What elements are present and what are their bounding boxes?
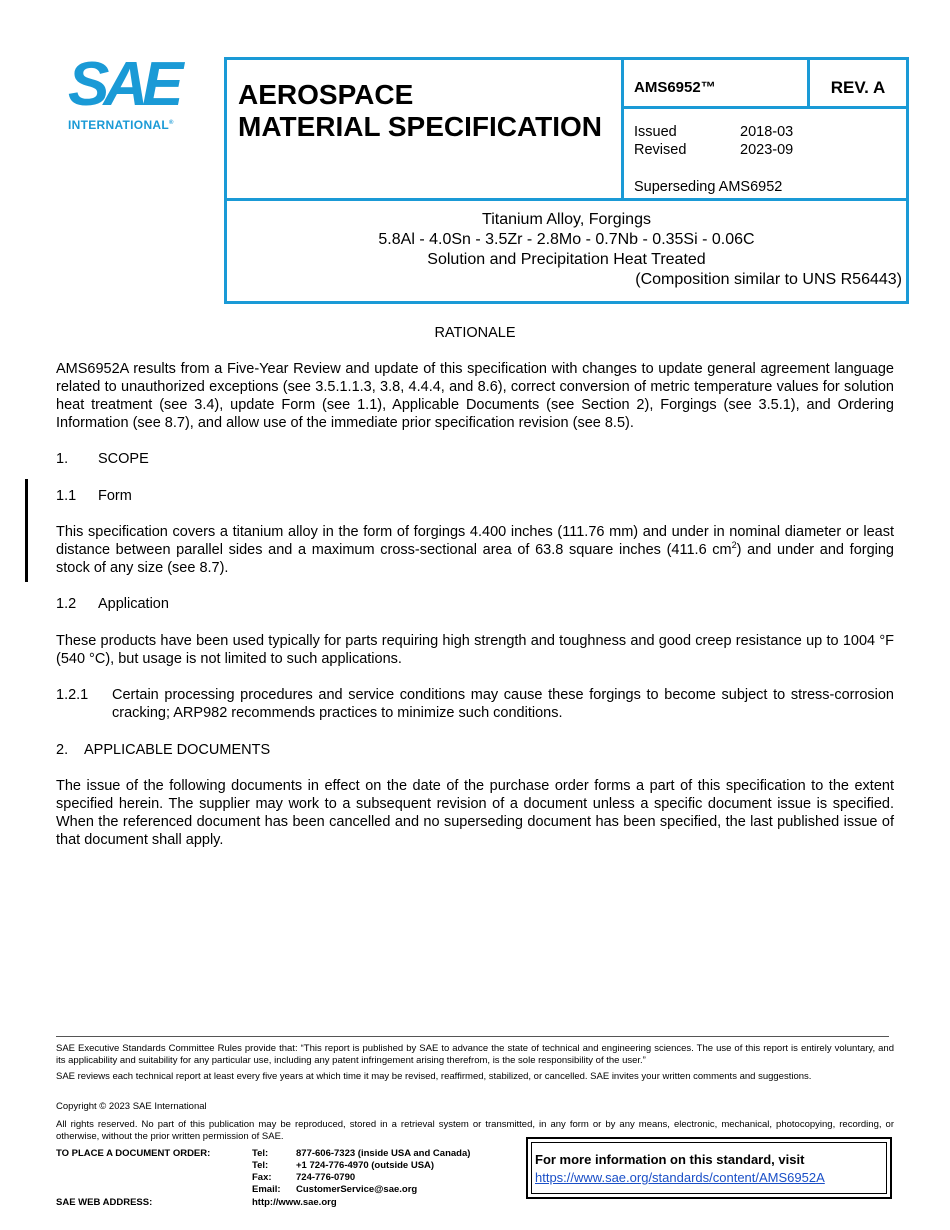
standard-link[interactable]: https://www.sae.org/standards/content/AMS6952A (535, 1170, 825, 1185)
subtitle-line-2: 5.8Al - 4.0Sn - 3.5Zr - 2.8Mo - 0.7Nb - 0.35Si - 0.06C (378, 231, 755, 248)
more-info-box (526, 1137, 892, 1199)
tel-outside-usa[interactable]: +1 724-776-4970 (outside USA) (296, 1160, 435, 1171)
footer-rules-text: SAE Executive Standards Committee Rules provide that: “This report is published by SAE to advance the state of technical and engineering sciences. The use of this report is entirely voluntary, and its applicability and suitability for any particular use, including any patent infringement arising therefrom, is the sole responsibility of the user.” (56, 1043, 894, 1066)
web-label: SAE WEB ADDRESS: (56, 1197, 153, 1208)
more-info-heading: For more information on this standard, visit (535, 1152, 805, 1167)
footer-copyright: Copyright © 2023 SAE International (56, 1101, 207, 1112)
registered-mark: ® (169, 120, 174, 126)
footer-rights-text: All rights reserved. No part of this publication may be reproduced, stored in a retrieval system or transmitted, in any form or by any means, electronic, mechanical, photocopying, recording, or otherwise, without the prior written permission of SAE. (56, 1119, 894, 1142)
web-address-link[interactable]: http://www.sae.org (252, 1197, 337, 1208)
section-1-2-text: These products have been used typically for parts requiring high strength and toughness and good creep resistance up to 1004 °F (540 °C), but usage is not limited to such applications. (56, 633, 894, 667)
subtitle-line-3: Solution and Precipitation Heat Treated (427, 251, 706, 268)
rationale-text: AMS6952A results from a Five-Year Review and update of this specification with changes to update general agreement language related to unauthorized exceptions (see 3.5.1.1.3, 3.8, 4.4.4, and 8.6), correct conversion of metric temperature values for solution heat treatment (see 3.4), update Form (see 1.1), Applicable Documents (see Section 2), Forgings (see 3.5.1), and Ordering Information (see 8.7), and allow use of the immediate prior specification revision (see 8.5). (56, 361, 894, 431)
header-revision-box (807, 57, 909, 109)
section-2-text: The issue of the following documents in effect on the date of the purchase order forms a part of this specification to the extent specified herein. The supplier may work to a subsequent revision of a document unless a specific document issue is specified. When the referenced document has been cancelled and no superseding document has been specified, the last published issue of that document shall apply. (56, 778, 894, 848)
header-subtitle-box (224, 198, 909, 304)
subtitle-line-4: (Composition similar to UNS R56443) (635, 271, 902, 288)
section-1-2-1: 1.2.1 Certain processing procedures and service conditions may cause these forgings to become subject to stress-corrosion cracking; ARP982 recommends practices to minimize such conditions. (56, 687, 894, 721)
order-label: TO PLACE A DOCUMENT ORDER: (56, 1148, 211, 1159)
logo-subtitle: INTERNATIONAL® (68, 118, 174, 132)
order-contacts: Tel: 877-606-7323 (inside USA and Canada) Tel: +1 724-776-4970 (outside USA) Fax: 724-776-0790 Email: CustomerService@sae.org http://www.sae.org (252, 1148, 471, 1208)
subtitle-line-1: Titanium Alloy, Forgings (482, 211, 651, 228)
revision-label: REV. A (830, 78, 886, 97)
section-2-heading: 2. APPLICABLE DOCUMENTS (56, 742, 271, 758)
section-1-1-text: This specification covers a titanium alloy in the form of forgings 4.400 inches (111.76 mm) and under in nominal diameter or least distance between parallel sides and a maximum cross-sectional area of 63.8 square inches (411.6 $cm^2$) and under and forging stock of any size (see 8.7). (56, 524, 894, 576)
header-title-box (224, 57, 624, 201)
section-1-heading: 1. SCOPE (56, 451, 149, 467)
section-1-2-heading: 1.2 Application (56, 596, 169, 612)
header-doc-code-box (621, 57, 810, 109)
header-dates-box (621, 106, 909, 201)
doc-code: AMS6952™ (634, 79, 716, 96)
fax-number: 724-776-0790 (296, 1172, 356, 1183)
rationale-heading: RATIONALE (434, 325, 516, 341)
issued-row: Issued 2018-03 (634, 124, 794, 140)
email-link[interactable]: CustomerService@sae.org (296, 1184, 418, 1195)
logo-letters: SAE (68, 50, 178, 119)
tel-inside-usa[interactable]: 877-606-7323 (inside USA and Canada) (296, 1148, 471, 1159)
section-1-1-heading: 1.1 Form (56, 488, 132, 504)
revision-change-bar (25, 479, 28, 582)
document-type-title: AEROSPACE MATERIAL SPECIFICATION (238, 79, 602, 142)
revised-row: Revised 2023-09 (634, 142, 794, 158)
sae-logo (66, 50, 190, 136)
footer-review-text: SAE reviews each technical report at least every five years at which time it may be revised, reaffirmed, stabilized, or cancelled. SAE invites your written comments and suggestions. (56, 1071, 812, 1082)
superseding-note: Superseding AMS6952 (634, 179, 783, 195)
footer-rule (56, 1036, 889, 1037)
